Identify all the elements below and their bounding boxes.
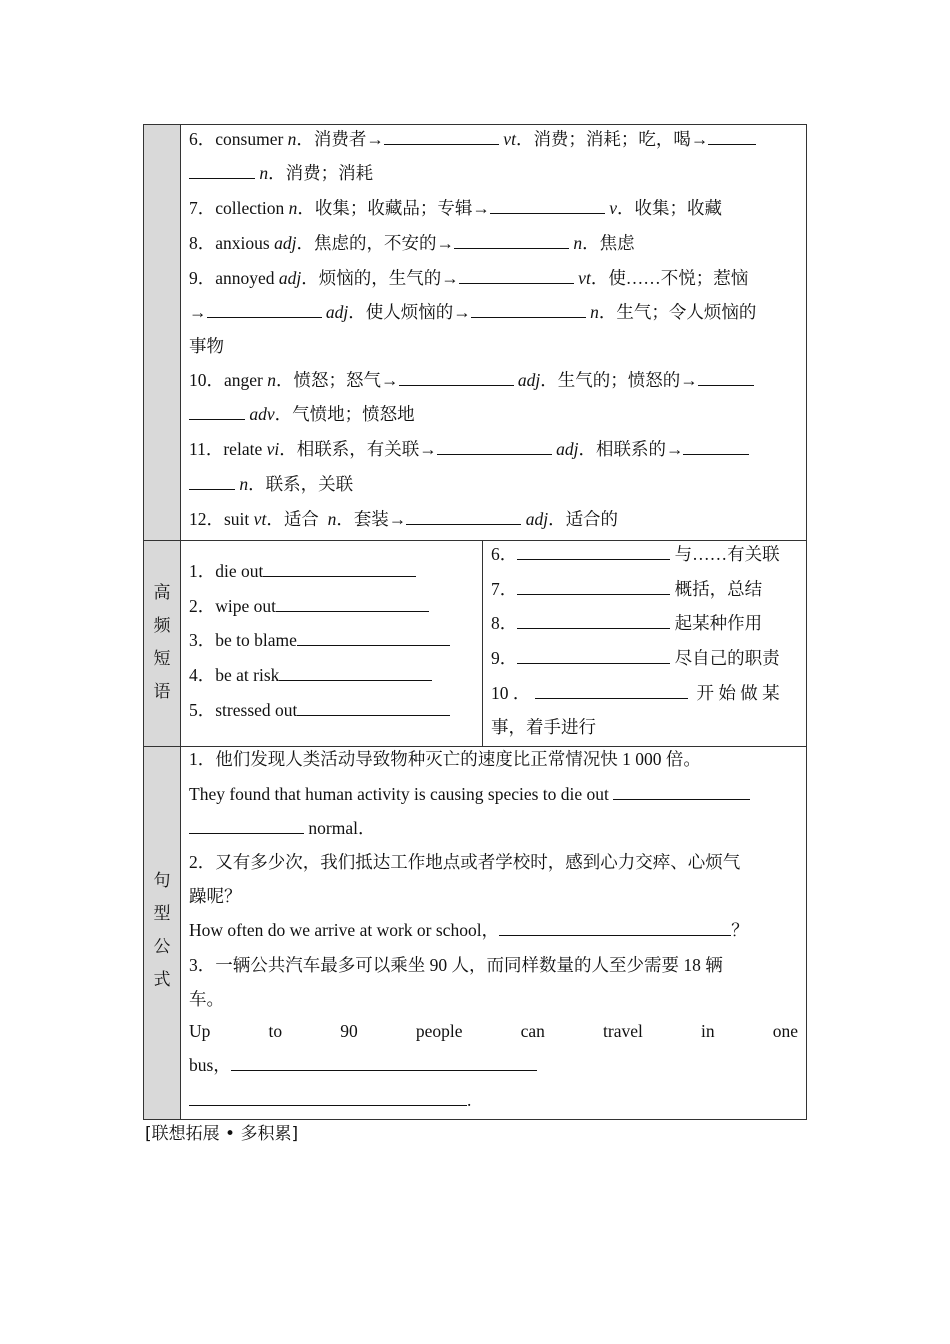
answer-blank[interactable] <box>189 161 255 179</box>
answer-blank[interactable] <box>683 437 749 455</box>
answer-blank[interactable] <box>454 231 569 249</box>
phrase-item-10-cont: 事，着手进行 <box>491 717 596 737</box>
answer-blank[interactable] <box>279 663 432 681</box>
phrase-item-8: 8． 起某种作用 <box>491 613 763 633</box>
section2-label: 高 频 短 语 <box>153 583 171 702</box>
sentence-3-english-cont: bus， <box>189 1053 537 1077</box>
vocab-item-11-cont: n．联系，关联 <box>189 472 353 496</box>
answer-blank[interactable] <box>231 1053 537 1071</box>
phrase-item-10: 10 ． 开 始 做 某 <box>491 683 780 703</box>
vocab-item-12: 12．suit vt．适合 n．套装→ adj．适合的 <box>189 509 619 529</box>
answer-blank[interactable] <box>189 472 235 490</box>
answer-blank[interactable] <box>399 368 514 386</box>
answer-blank[interactable] <box>517 611 670 629</box>
vocab-item-7: 7．collection n．收集；收藏品；专辑→ v．收集；收藏 <box>189 198 723 218</box>
phrase-item-3: 3．be to blame <box>189 628 450 652</box>
vocab-item-8: 8．anxious adj．焦虑的，不安的→ n．焦虑 <box>189 233 635 253</box>
answer-blank[interactable] <box>517 577 670 595</box>
vocab-item-9-cont: → adj．使人烦恼的→ n．生气；令人烦恼的 <box>189 302 757 322</box>
sentence-2-chinese: 2．又有多少次，我们抵达工作地点或者学校时，感到心力交瘁、心烦气 <box>189 852 741 872</box>
phrase-item-6: 6． 与……有关联 <box>491 544 780 564</box>
answer-blank[interactable] <box>517 646 670 664</box>
phrase-item-9: 9． 尽自己的职责 <box>491 648 780 668</box>
vocab-item-11: 11．relate vi．相联系，有关联→ adj．相联系的→ <box>189 437 749 461</box>
sentence-3-chinese: 3．一辆公共汽车最多可以乘坐 90 人，而同样数量的人至少需要 18 辆 <box>189 955 723 975</box>
answer-blank[interactable] <box>535 681 688 699</box>
phrase-column-divider <box>482 540 483 746</box>
section2-label-cell <box>144 541 180 746</box>
answer-blank[interactable] <box>459 266 574 284</box>
answer-blank[interactable] <box>406 507 521 525</box>
phrase-item-4: 4．be at risk <box>189 663 432 687</box>
sentence-3-english: Up to 90 people can travel in one <box>189 1021 798 1041</box>
row-divider <box>144 540 806 541</box>
sentence-2-chinese-cont: 躁呢？ <box>189 886 242 906</box>
section3-label: 句 型 公 式 <box>153 871 171 990</box>
vocab-item-6-cont: n．消费；消耗 <box>189 161 373 185</box>
answer-blank[interactable] <box>263 559 416 577</box>
section1-label-cell <box>144 125 180 540</box>
vocab-item-9: 9．annoyed adj．烦恼的，生气的→ vt．使……不悦；惹恼 <box>189 268 749 288</box>
phrase-item-5: 5．stressed out <box>189 698 450 722</box>
section-footer-heading: [联想拓展 • 多积累] <box>145 1124 299 1144</box>
sentence-1-english: They found that human activity is causing species to die out <box>189 782 750 806</box>
worksheet-table <box>143 124 807 1120</box>
answer-blank[interactable] <box>207 300 322 318</box>
section3-label-cell <box>144 747 180 1119</box>
answer-blank[interactable] <box>708 127 756 145</box>
sentence-2-english: How often do we arrive at work or school， ？ <box>189 920 749 940</box>
answer-blank[interactable] <box>517 542 670 560</box>
answer-blank[interactable] <box>297 628 450 646</box>
answer-blank[interactable] <box>189 402 245 420</box>
sentence-3-chinese-cont: 车。 <box>189 989 224 1009</box>
phrase-item-7: 7． 概括，总结 <box>491 579 763 599</box>
answer-blank[interactable] <box>384 127 499 145</box>
answer-blank[interactable] <box>471 300 586 318</box>
vocab-item-10-cont: adv．气愤地；愤怒地 <box>189 402 415 426</box>
answer-blank[interactable] <box>499 918 731 936</box>
vocab-item-6: 6．consumer n．消费者→ vt．消费；消耗；吃，喝→ <box>189 127 756 151</box>
answer-blank[interactable] <box>189 1088 467 1106</box>
answer-blank[interactable] <box>490 196 605 214</box>
sentence-3-english-cont2: . <box>189 1088 471 1112</box>
sentence-1-english-cont: normal． <box>189 816 375 840</box>
sentence-1-chinese: 1．他们发现人类活动导致物种灭亡的速度比正常情况快 1 000 倍。 <box>189 749 701 769</box>
answer-blank[interactable] <box>437 437 552 455</box>
vocab-item-10: 10．anger n．愤怒；怒气→ adj．生气的；愤怒的→ <box>189 368 754 392</box>
vocab-item-9-cont2: 事物 <box>189 336 224 356</box>
answer-blank[interactable] <box>276 594 429 612</box>
answer-blank[interactable] <box>613 782 750 800</box>
phrase-item-1: 1．die out <box>189 559 416 583</box>
phrase-item-2: 2．wipe out <box>189 594 429 618</box>
answer-blank[interactable] <box>297 698 450 716</box>
label-column-divider <box>180 125 181 1119</box>
answer-blank[interactable] <box>698 368 754 386</box>
answer-blank[interactable] <box>189 816 304 834</box>
